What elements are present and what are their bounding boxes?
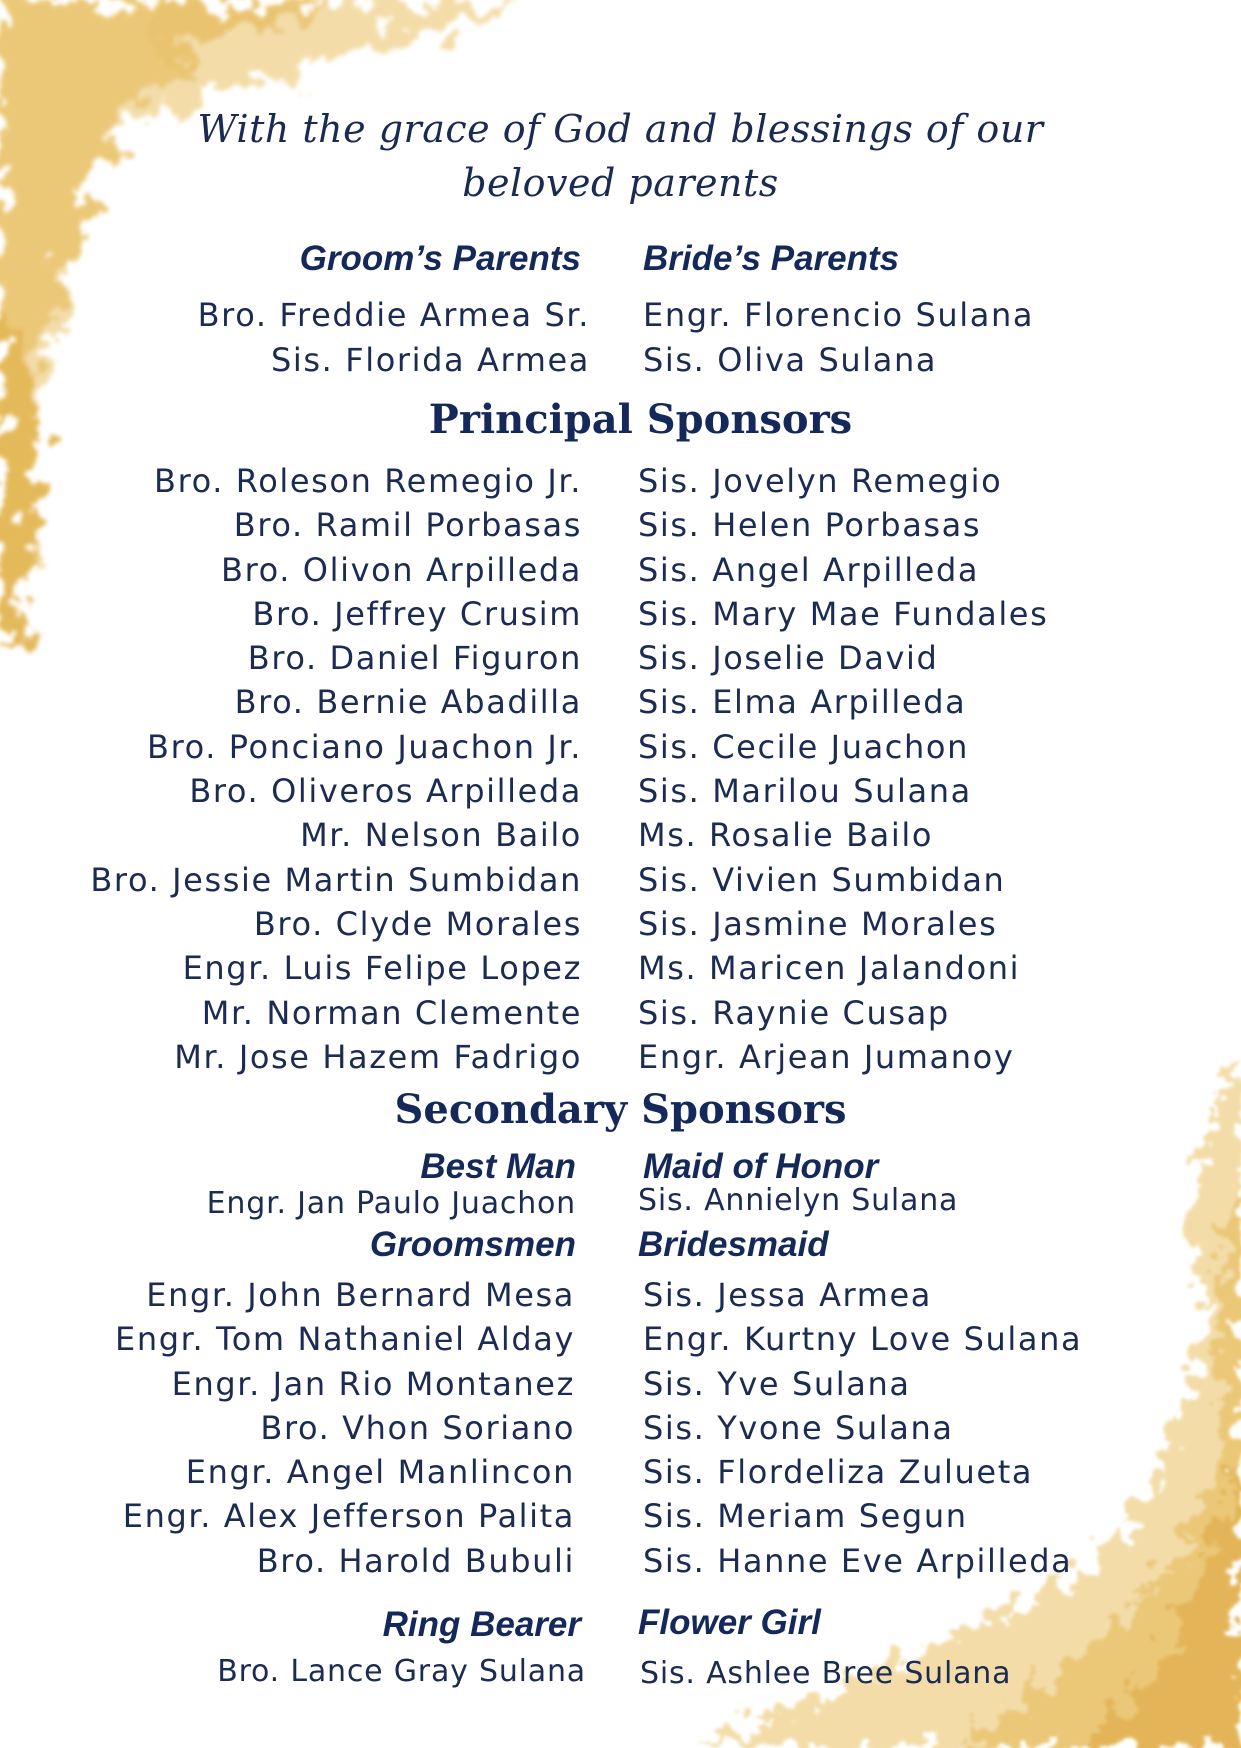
- principal-sponsor-name: Sis. Marilou Sulana: [638, 772, 972, 811]
- principal-sponsor-name: Mr. Jose Hazem Fadrigo: [174, 1037, 582, 1076]
- groomsman-name: Bro. Vhon Soriano: [260, 1408, 575, 1447]
- principal-sponsor-name: Sis. Joselie David: [638, 639, 939, 678]
- groomsmen-list: [115, 1273, 575, 1583]
- groomsman-name: Engr. Angel Manlincon: [185, 1453, 575, 1492]
- principal-sponsor-name: Sis. Jovelyn Remegio: [638, 462, 1003, 500]
- principal-sponsors-right-list: [638, 459, 1048, 1079]
- principal-sponsor-name: Bro. Ponciano Juachon Jr.: [147, 727, 582, 766]
- invocation-line-1: With the grace of God and blessings of our: [197, 107, 1044, 151]
- groomsmen-heading: Groomsmen: [369, 1225, 576, 1264]
- principal-sponsor-name: Bro. Daniel Figuron: [247, 639, 582, 678]
- brides-parent-name: Sis. Oliva Sulana: [643, 341, 938, 379]
- ring-bearer-name: Bro. Lance Gray Sulana: [217, 1654, 586, 1689]
- principal-sponsor-name: Bro. Jeffrey Crusim: [252, 594, 582, 633]
- maid-of-honor-heading: Maid of Honor: [643, 1147, 879, 1186]
- flower-girl-name: Sis. Ashlee Bree Sulana: [640, 1656, 1012, 1691]
- principal-sponsor-name: Sis. Cecile Juachon: [638, 727, 969, 766]
- grooms-parents-list: [198, 293, 590, 383]
- principal-sponsor-name: Ms. Rosalie Bailo: [638, 816, 934, 855]
- grooms-parent-name: Bro. Freddie Armea Sr.: [197, 296, 590, 334]
- bridesmaid-name: Sis. Yvone Sulana: [643, 1408, 954, 1447]
- best-man-name: Engr. Jan Paulo Juachon: [206, 1186, 576, 1221]
- bridesmaid-name: Sis. Jessa Armea: [643, 1276, 933, 1314]
- principal-sponsor-name: Bro. Ramil Porbasas: [233, 506, 582, 545]
- bridesmaid-name: Engr. Kurtny Love Sulana: [643, 1320, 1083, 1359]
- brides-parent-name: Engr. Florencio Sulana: [643, 296, 1035, 334]
- brides-parents-heading: Bride’s Parents: [643, 239, 900, 278]
- grooms-parent-name: Sis. Florida Armea: [271, 341, 590, 379]
- maid-of-honor-name: Sis. Annielyn Sulana: [638, 1183, 959, 1218]
- bridesmaids-list: [643, 1273, 1082, 1583]
- flower-girl-heading: Flower Girl: [638, 1603, 821, 1642]
- principal-sponsor-name: Sis. Mary Mae Fundales: [638, 594, 1049, 633]
- principal-sponsor-name: Bro. Bernie Abadilla: [234, 683, 582, 722]
- bridesmaid-name: Sis. Hanne Eve Arpilleda: [643, 1541, 1073, 1580]
- groomsman-name: Bro. Harold Bubuli: [256, 1541, 575, 1580]
- groomsman-name: Engr. Tom Nathaniel Alday: [115, 1320, 575, 1359]
- grooms-parents-heading: Groom’s Parents: [299, 239, 581, 278]
- principal-sponsors-title: Principal Sponsors: [428, 396, 853, 443]
- bridesmaid-name: Sis. Yve Sulana: [643, 1364, 911, 1403]
- principal-sponsor-name: Bro. Clyde Morales: [253, 904, 582, 943]
- principal-sponsor-name: Ms. Maricen Jalandoni: [638, 949, 1021, 988]
- bridesmaid-name: Sis. Meriam Segun: [643, 1497, 968, 1536]
- groomsman-name: Engr. Jan Rio Montanez: [171, 1364, 575, 1403]
- groomsman-name: Engr. Alex Jefferson Palita: [122, 1497, 575, 1536]
- brides-parents-list: [643, 293, 1034, 383]
- principal-sponsor-name: Sis. Angel Arpilleda: [638, 550, 980, 589]
- principal-sponsor-name: Sis. Jasmine Morales: [638, 904, 998, 943]
- principal-sponsor-name: Bro. Oliveros Arpilleda: [189, 772, 582, 811]
- principal-sponsors-left-list: [90, 459, 582, 1079]
- principal-sponsor-name: Mr. Nelson Bailo: [300, 816, 582, 855]
- bridesmaid-heading: Bridesmaid: [638, 1225, 829, 1264]
- ring-bearer-heading: Ring Bearer: [382, 1605, 581, 1644]
- principal-sponsor-name: Sis. Elma Arpilleda: [638, 683, 967, 722]
- principal-sponsor-name: Sis. Vivien Sumbidan: [638, 860, 1006, 899]
- principal-sponsor-name: Bro. Roleson Remegio Jr.: [154, 462, 582, 500]
- principal-sponsor-name: Bro. Jessie Martin Sumbidan: [90, 860, 582, 899]
- principal-sponsor-name: Sis. Helen Porbasas: [638, 506, 982, 545]
- best-man-heading: Best Man: [420, 1147, 576, 1186]
- invocation-line-2: beloved parents: [462, 161, 779, 205]
- groomsman-name: Engr. John Bernard Mesa: [146, 1276, 575, 1314]
- principal-sponsor-name: Engr. Arjean Jumanoy: [638, 1037, 1015, 1076]
- principal-sponsor-name: Sis. Raynie Cusap: [638, 993, 950, 1032]
- principal-sponsor-name: Engr. Luis Felipe Lopez: [182, 949, 582, 988]
- secondary-sponsors-title: Secondary Sponsors: [394, 1086, 847, 1133]
- bridesmaid-name: Sis. Flordeliza Zulueta: [643, 1453, 1034, 1492]
- principal-sponsor-name: Mr. Norman Clemente: [201, 993, 582, 1032]
- invocation-text: [0, 102, 1241, 210]
- principal-sponsor-name: Bro. Olivon Arpilleda: [221, 550, 582, 589]
